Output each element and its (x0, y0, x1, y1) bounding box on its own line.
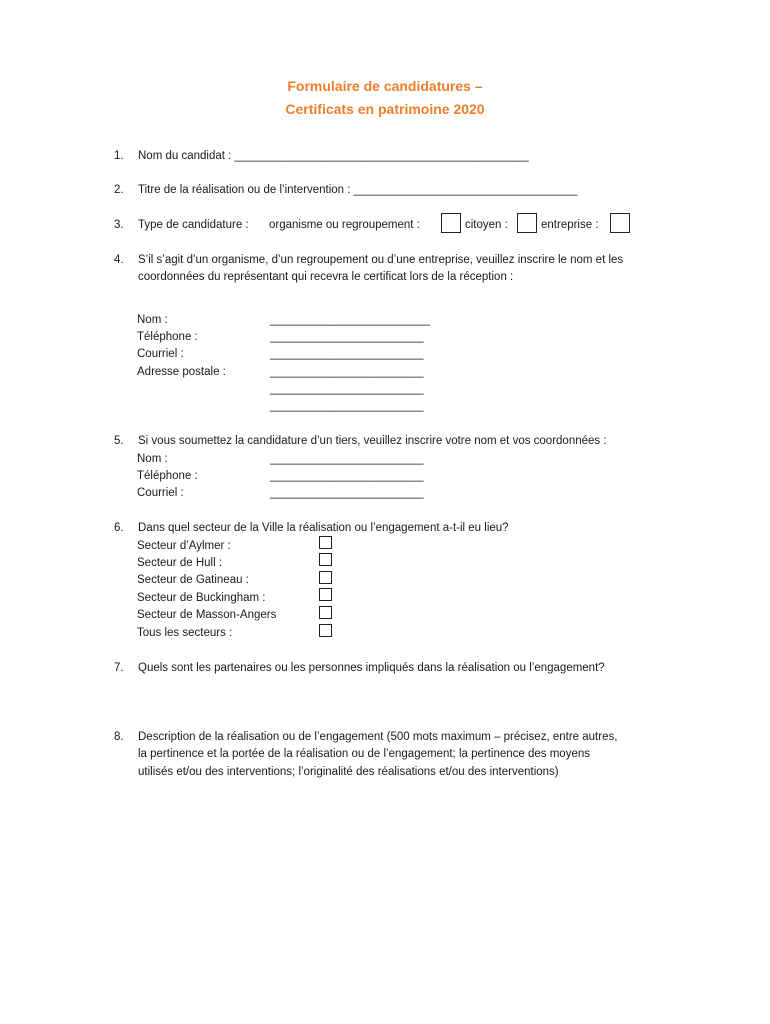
question-8-line1: Description de la réalisation ou de l’engagement (500 mots maximum – précisez, entre autres, (138, 731, 618, 743)
sector-all-checkbox[interactable] (319, 624, 332, 637)
option-entreprise-label: entreprise : (541, 219, 599, 231)
sector-gatineau-label: Secteur de Gatineau : (137, 574, 249, 586)
sector-aylmer-checkbox[interactable] (319, 536, 332, 549)
question-7-number: 7. (114, 662, 124, 674)
q4-adresse-blank-1[interactable]: ________________________ (270, 366, 424, 378)
question-8-line3: utilisés et/ou des interventions; l’originalité des réalisations et/ou des interventions) (138, 766, 559, 778)
form-title-line1: Formulaire de candidatures – (287, 78, 483, 94)
question-2-title[interactable]: Titre de la réalisation ou de l’intervention : ___________________________________ (138, 184, 578, 196)
question-3-number: 3. (114, 219, 124, 231)
option-organisme-checkbox[interactable] (441, 213, 461, 233)
question-8-number: 8. (114, 731, 124, 743)
question-3-label: Type de candidature : (138, 219, 249, 231)
sector-aylmer-label: Secteur d’Aylmer : (137, 540, 231, 552)
option-entreprise-checkbox[interactable] (610, 213, 630, 233)
option-citoyen-checkbox[interactable] (517, 213, 537, 233)
q4-nom-blank[interactable]: _________________________ (270, 314, 430, 326)
question-6-line1: Dans quel secteur de la Ville la réalisation ou l’engagement a-t-il eu lieu? (138, 522, 509, 534)
option-citoyen-label: citoyen : (465, 219, 508, 231)
q4-field-courriel-label: Courriel : (137, 348, 184, 360)
q5-nom-blank[interactable]: ________________________ (270, 453, 424, 465)
q4-field-adresse-label: Adresse postale : (137, 366, 226, 378)
q4-telephone-blank[interactable]: ________________________ (270, 331, 424, 343)
question-6-number: 6. (114, 522, 124, 534)
q4-adresse-blank-2[interactable]: ________________________ (270, 383, 424, 395)
q4-courriel-blank[interactable]: ________________________ (270, 348, 424, 360)
question-7-text: Quels sont les partenaires ou les personnes impliqués dans la réalisation ou l’engagement? (138, 662, 605, 674)
q4-field-nom-label: Nom : (137, 314, 168, 326)
option-organisme-label: organisme ou regroupement : (269, 219, 420, 231)
sector-hull-checkbox[interactable] (319, 553, 332, 566)
sector-all-label: Tous les secteurs : (137, 627, 233, 639)
question-4-number: 4. (114, 254, 124, 266)
sector-hull-label: Secteur de Hull : (137, 557, 223, 569)
question-8-line2: la pertinence et la portée de la réalisation ou de l’engagement; la pertinence des moyens (138, 748, 590, 760)
question-4-line2: coordonnées du représentant qui recevra le certificat lors de la réception : (138, 271, 514, 283)
q5-field-telephone-label: Téléphone : (137, 470, 198, 482)
q5-field-courriel-label: Courriel : (137, 487, 184, 499)
q4-field-telephone-label: Téléphone : (137, 331, 198, 343)
question-4-line1: S’il s’agit d’un organisme, d’un regroupement ou d’une entreprise, veuillez inscrire le nom et les (138, 254, 624, 266)
form-title-line2: Certificats en patrimoine 2020 (285, 101, 485, 117)
q5-field-nom-label: Nom : (137, 453, 168, 465)
question-5-number: 5. (114, 435, 124, 447)
q5-telephone-blank[interactable]: ________________________ (270, 470, 424, 482)
sector-masson-angers-checkbox[interactable] (319, 606, 332, 619)
question-5-line1: Si vous soumettez la candidature d’un tiers, veuillez inscrire votre nom et vos coordonnées : (138, 435, 607, 447)
q5-courriel-blank[interactable]: ________________________ (270, 487, 424, 499)
question-2-number: 2. (114, 184, 124, 196)
sector-buckingham-checkbox[interactable] (319, 588, 332, 601)
q4-adresse-blank-3[interactable]: ________________________ (270, 400, 424, 412)
question-1-candidate-name[interactable]: Nom du candidat : ______________________________________________ (138, 150, 529, 162)
sector-gatineau-checkbox[interactable] (319, 571, 332, 584)
sector-buckingham-label: Secteur de Buckingham : (137, 592, 266, 604)
sector-masson-angers-label: Secteur de Masson-Angers (137, 609, 277, 621)
question-1-number: 1. (114, 150, 124, 162)
